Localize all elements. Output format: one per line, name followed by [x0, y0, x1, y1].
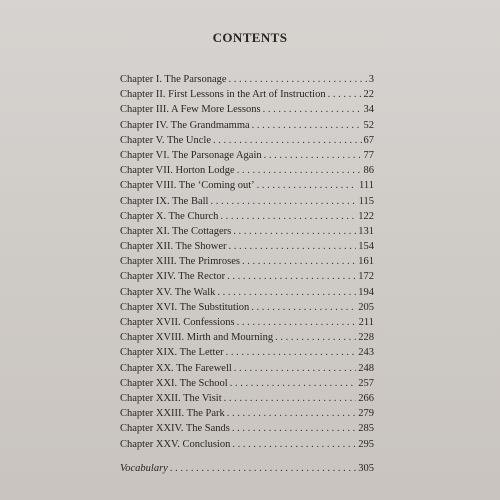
page-number: 3 — [368, 74, 374, 85]
page-number: 295 — [358, 438, 374, 450]
dot-leader — [217, 285, 356, 300]
toc-entry — [120, 87, 374, 102]
page-number: 285 — [358, 423, 374, 435]
page-number: 279 — [358, 408, 374, 420]
toc-entry — [120, 437, 374, 452]
toc-entry — [120, 330, 374, 345]
page-number: 131 — [358, 225, 374, 237]
toc-entry — [120, 133, 374, 148]
dot-leader — [263, 102, 362, 117]
chapter-title: Chapter II. First Lessons in the Art of Instruction — [120, 89, 326, 101]
dot-leader — [233, 224, 356, 239]
dot-leader — [213, 133, 362, 148]
page-number: 305 — [358, 462, 374, 474]
page-number: 22 — [363, 89, 374, 101]
page-number: 122 — [358, 210, 374, 222]
contents-heading: CONTENTS — [212, 30, 288, 45]
chapter-title: Chapter VIII. The ‘Coming out’ — [120, 180, 255, 192]
chapter-title: Chapter XX. The Farewell — [120, 362, 232, 374]
page-number: 77 — [363, 149, 374, 161]
chapter-title: Chapter V. The Uncle — [120, 134, 211, 146]
toc-entry — [120, 300, 374, 315]
page-number: 172 — [358, 271, 374, 283]
toc-entry — [120, 194, 374, 209]
chapter-title: Chapter XII. The Shower — [120, 241, 227, 253]
chapter-title: Chapter XV. The Walk — [120, 286, 216, 298]
dot-leader — [226, 345, 357, 360]
chapter-title: Chapter XVII. Confessions — [120, 317, 235, 328]
page-number: 111 — [359, 180, 374, 192]
chapter-title: Chapter IX. The Ball — [120, 195, 209, 207]
chapter-title: Chapter VI. The Parsonage Again — [120, 149, 262, 161]
page-number: 257 — [358, 377, 374, 389]
dot-leader — [224, 391, 357, 406]
toc-entry — [120, 285, 374, 300]
dot-leader — [232, 421, 356, 436]
chapter-title: Chapter XIX. The Letter — [120, 347, 224, 359]
chapter-title: Chapter XXI. The School — [120, 377, 228, 389]
page-number: 52 — [363, 119, 374, 131]
chapter-title: Chapter XIII. The Primroses — [120, 256, 240, 268]
page-number: 194 — [358, 286, 374, 298]
dot-leader — [234, 361, 356, 376]
page-number: 115 — [358, 195, 374, 207]
chapter-title: Chapter XXIII. The Park — [120, 408, 225, 420]
chapter-title: Chapter VII. Horton Lodge — [120, 165, 235, 177]
toc-entry — [120, 118, 374, 133]
dot-leader — [227, 269, 356, 284]
toc-entry — [120, 72, 374, 87]
chapter-title: Chapter XVIII. Mirth and Mourning — [120, 332, 274, 344]
toc-entry — [120, 148, 374, 163]
page-number: 86 — [363, 165, 374, 177]
toc-entry — [120, 163, 374, 178]
chapter-title: Chapter XIV. The Rector — [120, 271, 226, 283]
toc-entry — [120, 315, 374, 330]
table-of-contents — [120, 72, 374, 476]
dot-leader — [251, 300, 356, 315]
toc-entry — [120, 224, 374, 239]
dot-leader — [227, 406, 356, 421]
toc-entry — [120, 421, 374, 436]
chapter-title: Chapter XVI. The Substitution — [120, 301, 250, 313]
page-number: 228 — [358, 332, 374, 344]
toc-entry — [120, 406, 374, 421]
dot-leader — [232, 437, 356, 452]
dot-leader — [275, 330, 356, 345]
page-number: 211 — [358, 317, 374, 328]
toc-entry — [120, 239, 374, 254]
page-number: 161 — [358, 256, 374, 268]
chapter-title: Chapter III. A Few More Lessons — [120, 104, 261, 116]
chapter-title: Chapter XXII. The Visit — [120, 392, 222, 404]
dot-leader — [220, 209, 356, 224]
dot-leader — [230, 376, 357, 391]
toc-entry — [120, 345, 374, 360]
page-number: 67 — [363, 134, 374, 146]
dot-leader — [229, 72, 367, 87]
dot-leader — [328, 87, 362, 102]
dot-leader — [210, 194, 356, 209]
toc-entry — [120, 209, 374, 224]
toc-entry — [120, 102, 374, 117]
page-number: 243 — [358, 347, 374, 359]
page-number: 248 — [358, 362, 374, 374]
dot-leader — [237, 315, 357, 330]
chapter-title: Chapter XXV. Conclusion — [120, 438, 231, 450]
vocabulary-title: Vocabulary — [120, 462, 168, 474]
dot-leader — [264, 148, 362, 163]
chapter-title: Chapter I. The Parsonage — [120, 74, 227, 85]
dot-leader — [229, 239, 357, 254]
toc-entry — [120, 391, 374, 406]
page-number: 34 — [363, 104, 374, 116]
dot-leader — [257, 178, 357, 193]
dot-leader — [237, 163, 362, 178]
toc-entry — [120, 178, 374, 193]
chapter-title: Chapter XI. The Cottagers — [120, 225, 232, 237]
dot-leader — [170, 461, 356, 476]
toc-entry — [120, 254, 374, 269]
page-number: 154 — [358, 241, 374, 253]
dot-leader — [252, 118, 362, 133]
page-number: 266 — [358, 392, 374, 404]
page-number: 205 — [358, 301, 374, 313]
toc-entry — [120, 376, 374, 391]
toc-entry — [120, 361, 374, 376]
chapter-title: Chapter X. The Church — [120, 210, 219, 222]
chapter-title: Chapter IV. The Grandmamma — [120, 119, 250, 131]
toc-entry-vocabulary — [120, 461, 374, 476]
toc-entry — [120, 269, 374, 284]
chapter-title: Chapter XXIV. The Sands — [120, 423, 230, 435]
dot-leader — [242, 254, 356, 269]
